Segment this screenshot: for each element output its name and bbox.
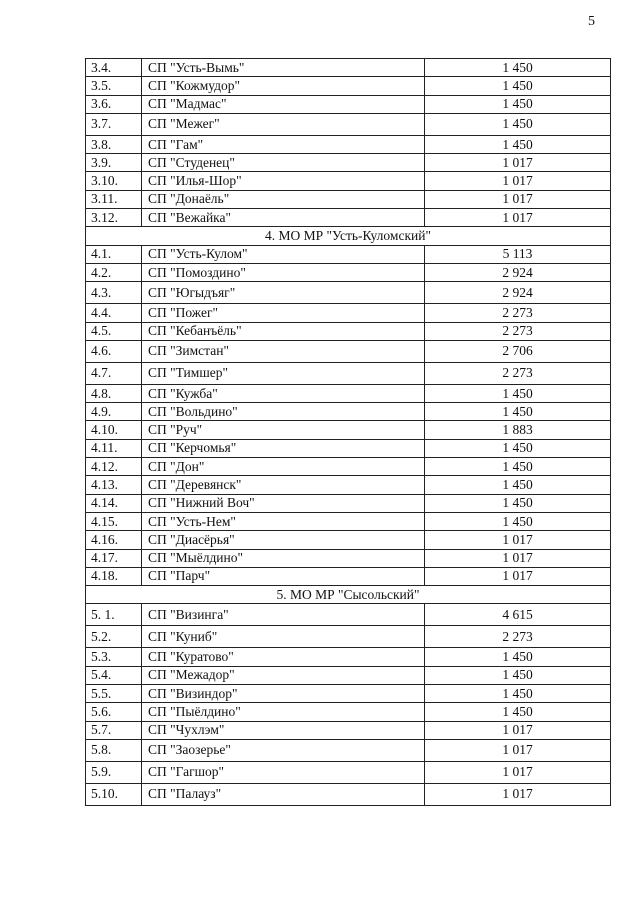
settlement-name: СП "Кебанъёль" — [142, 322, 425, 340]
table-row — [86, 685, 611, 703]
row-number: 4.15. — [86, 512, 142, 530]
row-number: 4.16. — [86, 531, 142, 549]
settlement-name: СП "Усть-Вымь" — [142, 59, 425, 77]
settlement-name: СП "Визиндор" — [142, 685, 425, 703]
settlement-name: СП "Усть-Кулом" — [142, 245, 425, 263]
row-value: 1 450 — [425, 476, 611, 494]
row-value: 1 017 — [425, 549, 611, 567]
row-value: 1 450 — [425, 384, 611, 402]
row-number: 4.6. — [86, 340, 142, 362]
settlement-name: СП "Палауз" — [142, 783, 425, 805]
settlement-name: СП "Руч" — [142, 421, 425, 439]
table-row — [86, 154, 611, 172]
table-row — [86, 384, 611, 402]
table-row — [86, 113, 611, 135]
table-row — [86, 761, 611, 783]
settlement-name: СП "Диасёрья" — [142, 531, 425, 549]
settlement-name: СП "Нижний Воч" — [142, 494, 425, 512]
row-number: 3.4. — [86, 59, 142, 77]
settlement-name: СП "Кожмудор" — [142, 77, 425, 95]
settlement-name: СП "Деревянск" — [142, 476, 425, 494]
row-number: 5. 1. — [86, 604, 142, 626]
row-value: 1 883 — [425, 421, 611, 439]
row-value: 1 450 — [425, 685, 611, 703]
settlement-name: СП "Дон" — [142, 458, 425, 476]
table-row — [86, 190, 611, 208]
row-value: 1 450 — [425, 439, 611, 457]
row-number: 4.7. — [86, 362, 142, 384]
settlement-name: СП "Пыёлдино" — [142, 703, 425, 721]
table-row — [86, 648, 611, 666]
settlement-name: СП "Гам" — [142, 135, 425, 153]
row-number: 4.8. — [86, 384, 142, 402]
section-header-row — [86, 586, 611, 604]
row-number: 3.9. — [86, 154, 142, 172]
row-value: 2 924 — [425, 263, 611, 281]
section-title: 5. МО МР "Сысольский" — [86, 586, 611, 604]
row-value: 1 450 — [425, 648, 611, 666]
row-value: 1 017 — [425, 531, 611, 549]
row-number: 3.5. — [86, 77, 142, 95]
row-number: 3.6. — [86, 95, 142, 113]
row-value: 1 017 — [425, 209, 611, 227]
table-row — [86, 135, 611, 153]
table-row — [86, 783, 611, 805]
row-value: 1 450 — [425, 458, 611, 476]
row-number: 3.7. — [86, 113, 142, 135]
row-value: 1 450 — [425, 59, 611, 77]
settlement-name: СП "Тимшер" — [142, 362, 425, 384]
row-value: 2 273 — [425, 362, 611, 384]
settlement-name: СП "Усть-Нем" — [142, 512, 425, 530]
row-number: 4.17. — [86, 549, 142, 567]
page-number: 5 — [588, 14, 595, 29]
row-number: 4.5. — [86, 322, 142, 340]
row-value: 1 017 — [425, 761, 611, 783]
row-value: 1 450 — [425, 113, 611, 135]
table-row — [86, 476, 611, 494]
row-number: 5.5. — [86, 685, 142, 703]
table-row — [86, 494, 611, 512]
settlement-name: СП "Заозерье" — [142, 739, 425, 761]
settlement-name: СП "Кужба" — [142, 384, 425, 402]
row-number: 4.11. — [86, 439, 142, 457]
settlement-name: СП "Донаёль" — [142, 190, 425, 208]
row-value: 1 450 — [425, 95, 611, 113]
settlement-name: СП "Куратово" — [142, 648, 425, 666]
settlement-name: СП "Мадмас" — [142, 95, 425, 113]
settlement-name: СП "Визинга" — [142, 604, 425, 626]
row-number: 5.8. — [86, 739, 142, 761]
row-number: 4.14. — [86, 494, 142, 512]
row-number: 5.4. — [86, 666, 142, 684]
row-number: 5.10. — [86, 783, 142, 805]
row-number: 3.12. — [86, 209, 142, 227]
row-value: 1 017 — [425, 190, 611, 208]
row-value: 5 113 — [425, 245, 611, 263]
table-row — [86, 626, 611, 648]
settlement-name: СП "Вежайка" — [142, 209, 425, 227]
table-row — [86, 263, 611, 281]
table-row — [86, 282, 611, 304]
table-row — [86, 666, 611, 684]
table-row — [86, 322, 611, 340]
table-row — [86, 172, 611, 190]
row-number: 4.13. — [86, 476, 142, 494]
row-value: 1 450 — [425, 703, 611, 721]
row-value: 4 615 — [425, 604, 611, 626]
table-row — [86, 304, 611, 322]
settlement-name: СП "Мыёлдино" — [142, 549, 425, 567]
table-row — [86, 209, 611, 227]
table-row — [86, 604, 611, 626]
row-number: 5.2. — [86, 626, 142, 648]
row-value: 1 017 — [425, 783, 611, 805]
row-number: 4.18. — [86, 567, 142, 585]
settlement-name: СП "Зимстан" — [142, 340, 425, 362]
row-value: 1 450 — [425, 77, 611, 95]
settlement-name: СП "Чухлэм" — [142, 721, 425, 739]
row-number: 3.11. — [86, 190, 142, 208]
settlement-name: СП "Вольдино" — [142, 403, 425, 421]
table-row — [86, 512, 611, 530]
settlement-name: СП "Илья-Шор" — [142, 172, 425, 190]
row-value: 1 017 — [425, 172, 611, 190]
table-row — [86, 403, 611, 421]
table-row — [86, 567, 611, 585]
row-value: 1 017 — [425, 739, 611, 761]
settlement-name: СП "Керчомья" — [142, 439, 425, 457]
table-row — [86, 362, 611, 384]
row-number: 4.10. — [86, 421, 142, 439]
settlement-name: СП "Помоздино" — [142, 263, 425, 281]
row-value: 1 450 — [425, 512, 611, 530]
row-value: 2 273 — [425, 304, 611, 322]
row-number: 4.1. — [86, 245, 142, 263]
settlement-name: СП "Студенец" — [142, 154, 425, 172]
settlement-name: СП "Межег" — [142, 113, 425, 135]
settlement-name: СП "Парч" — [142, 567, 425, 585]
table-row — [86, 95, 611, 113]
row-value: 2 924 — [425, 282, 611, 304]
row-number: 4.12. — [86, 458, 142, 476]
row-number: 5.3. — [86, 648, 142, 666]
row-value: 1 450 — [425, 666, 611, 684]
row-value: 1 450 — [425, 403, 611, 421]
row-number: 5.9. — [86, 761, 142, 783]
table-row — [86, 439, 611, 457]
settlement-name: СП "Гагшор" — [142, 761, 425, 783]
table-row — [86, 721, 611, 739]
row-value: 1 450 — [425, 494, 611, 512]
table-row — [86, 59, 611, 77]
settlement-name: СП "Межадор" — [142, 666, 425, 684]
table-row — [86, 421, 611, 439]
table-row — [86, 531, 611, 549]
row-value: 2 273 — [425, 626, 611, 648]
row-value: 2 273 — [425, 322, 611, 340]
row-value: 1 450 — [425, 135, 611, 153]
table-row — [86, 340, 611, 362]
row-number: 5.7. — [86, 721, 142, 739]
row-number: 4.9. — [86, 403, 142, 421]
row-number: 4.4. — [86, 304, 142, 322]
table-row — [86, 703, 611, 721]
table-row — [86, 77, 611, 95]
row-value: 2 706 — [425, 340, 611, 362]
settlement-name: СП "Куниб" — [142, 626, 425, 648]
row-number: 4.2. — [86, 263, 142, 281]
settlement-name: СП "Югыдъяг" — [142, 282, 425, 304]
allocation-table — [85, 58, 611, 806]
row-value: 1 017 — [425, 154, 611, 172]
table-row — [86, 739, 611, 761]
settlement-name: СП "Пожег" — [142, 304, 425, 322]
row-number: 5.6. — [86, 703, 142, 721]
table-row — [86, 458, 611, 476]
row-number: 3.10. — [86, 172, 142, 190]
section-title: 4. МО МР "Усть-Куломский" — [86, 227, 611, 245]
row-number: 4.3. — [86, 282, 142, 304]
table-body — [86, 59, 611, 806]
row-number: 3.8. — [86, 135, 142, 153]
row-value: 1 017 — [425, 567, 611, 585]
section-header-row — [86, 227, 611, 245]
table-row — [86, 245, 611, 263]
row-value: 1 017 — [425, 721, 611, 739]
table-row — [86, 549, 611, 567]
